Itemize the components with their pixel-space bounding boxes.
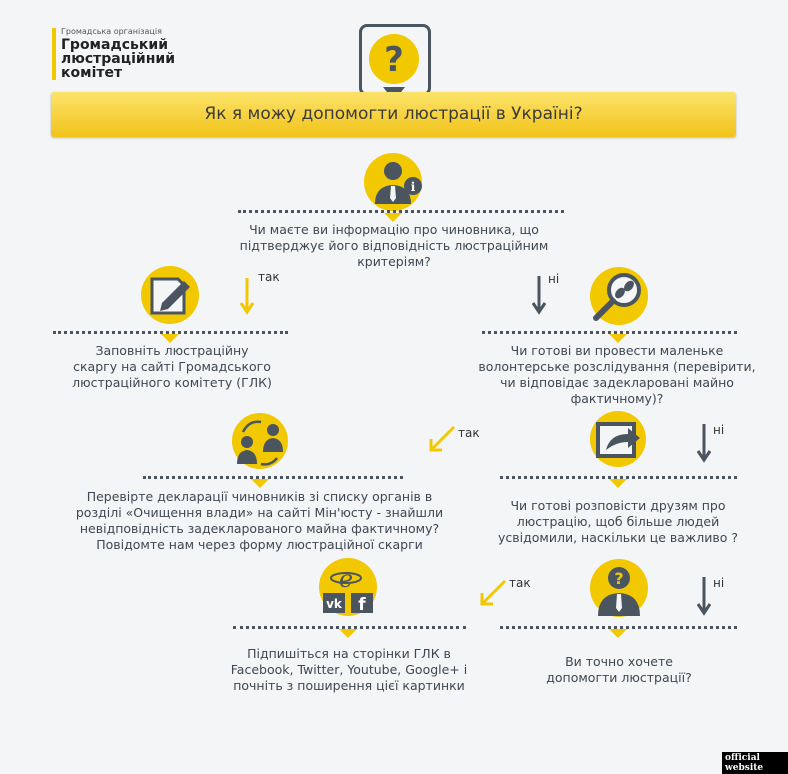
logo-bar: [52, 28, 56, 80]
question-1: Чи маєте ви інформацію про чиновника, що підтверджує його відповідність люстраційним критеріям?: [239, 222, 549, 269]
pointer-q2: [609, 334, 627, 343]
svg-text:vk: vk: [326, 597, 342, 611]
label-yes-3: так: [509, 576, 531, 590]
question-4: Ви точно хочете допомогти люстрації?: [546, 654, 692, 685]
arrow-diag-yes-3: [478, 578, 508, 608]
pointer-q3: [609, 479, 627, 488]
answer-1: Заповніть люстраційну скаргу на сайті Громадського люстраційного комітету (ГЛК): [72, 343, 272, 390]
arrow-down-no-1: [532, 276, 546, 316]
label-no-2: ні: [713, 423, 725, 437]
svg-text:f: f: [358, 595, 366, 615]
person-question-icon: [588, 558, 650, 618]
label-no-3: ні: [713, 576, 725, 590]
svg-text:i: i: [410, 180, 416, 194]
label-yes-1: так: [258, 270, 280, 284]
pointer-a2: [251, 479, 269, 488]
share-icon: [588, 410, 648, 468]
logo-org-type: Громадська організація: [61, 27, 162, 36]
svg-text:?: ?: [614, 569, 624, 588]
divider-a2: [143, 476, 403, 479]
watermark: official website: [722, 752, 788, 774]
svg-text:?: ?: [384, 40, 404, 80]
arrow-down-yes-1: [240, 278, 254, 316]
label-yes-2: так: [458, 426, 480, 440]
pointer-q1: [384, 213, 402, 222]
official-info-icon: [363, 152, 425, 212]
arrow-down-no-3: [697, 577, 711, 617]
answer-2: Перевірте декларації чиновників зі списку органів в розділі «Очищення влади» на сайті Мін'юсту - знайшли невідповідність задекларованого майна фактичному? Повідомте нам через форму люстраційної скарги: [75, 489, 444, 552]
question-icon: [368, 33, 420, 85]
pointer-a3: [339, 629, 357, 638]
people-exchange-icon: [229, 412, 291, 470]
label-no-1: ні: [548, 272, 560, 286]
logo-name: Громадський люстраційний комітет: [61, 37, 176, 81]
social-icon: [317, 557, 379, 617]
question-3: Чи готові розповісти друзям про люстрацію, щоб більше людей усвідомили, наскільки це важливо ?: [498, 498, 738, 545]
magnifier-icon: [588, 266, 648, 326]
pointer-q4: [609, 629, 627, 638]
question-2: Чи готові ви провести маленьке волонтерське розслідування (перевірити, чи відповідає задекларовані майно фактичному)?: [478, 343, 756, 406]
arrow-diag-yes-2: [427, 424, 457, 454]
arrow-down-no-2: [697, 424, 711, 464]
page-title: Як я можу допомогти люстрації в Україні?: [204, 104, 583, 124]
pointer-a1: [161, 334, 179, 343]
svg-text:e: e: [338, 565, 354, 593]
pencil-document-icon: [140, 265, 200, 325]
answer-3: Підпишіться на сторінки ГЛК в Facebook, Twitter, Youtube, Google+ і почніть з поширення цієї картинки: [230, 646, 468, 693]
